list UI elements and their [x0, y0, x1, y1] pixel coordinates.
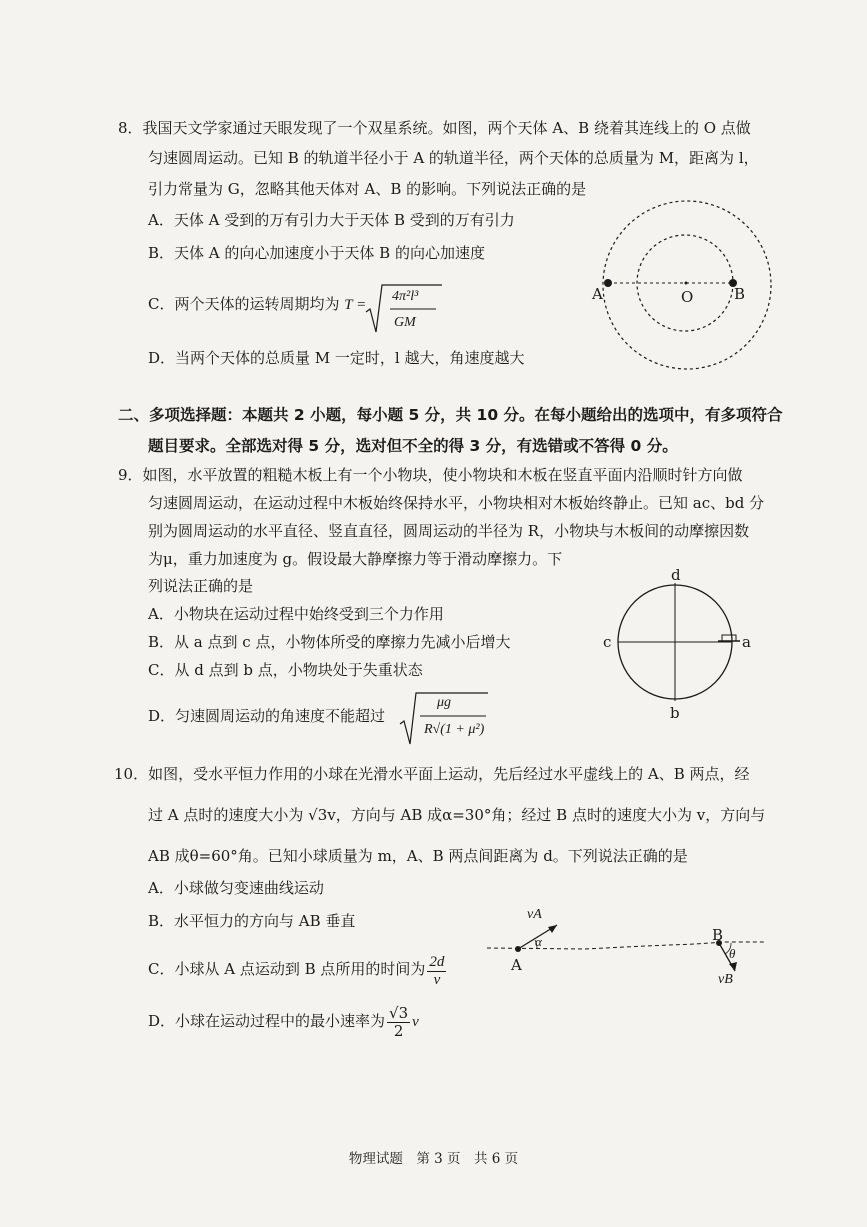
- q10-option-c-text: C．小球从 A 点运动到 B 点所用的时间为: [148, 960, 426, 978]
- q10-option-d: [148, 1005, 419, 1040]
- q9-formula-denominator: R√(1 + μ²): [424, 722, 485, 737]
- page-footer: 物理试题 第 3 页 共 6 页: [348, 1151, 519, 1167]
- q9-line1: 9．如图，水平放置的粗糙木板上有一个小物块，使小物块和木板在竖直平面内沿顺时针方向做: [118, 466, 743, 484]
- q10-line3: AB 成θ=60°角。已知小球质量为 m，A、B 两点间距离为 d。下列说法正确的是: [148, 847, 688, 865]
- q8-line3: 引力常量为 G，忽略其他天体对 A、B 的影响。下列说法正确的是: [148, 180, 587, 198]
- q8-option-c-text: C．两个天体的运转周期均为: [148, 295, 340, 313]
- q10-option-c-numerator: 2d: [429, 954, 445, 970]
- q9-label-d: d: [671, 566, 681, 584]
- q9-line5: 列说法正确的是: [148, 577, 254, 595]
- q8-option-b: B．天体 A 的向心加速度小于天体 B 的向心加速度: [148, 244, 485, 262]
- q8-line2: 匀速圆周运动。已知 B 的轨道半径小于 A 的轨道半径，两个天体的总质量为 M，距离为 l，: [148, 149, 759, 167]
- q8-label-b: B: [734, 285, 746, 303]
- q8-label-a: A: [592, 285, 603, 303]
- q8-option-a: A．天体 A 受到的万有引力大于天体 B 受到的万有引力: [148, 211, 515, 229]
- q8-label-o: O: [681, 288, 694, 306]
- q9-label-c: c: [603, 633, 612, 651]
- q9-option-b: B．从 a 点到 c 点，小物体所受的摩擦力先减小后增大: [148, 633, 511, 651]
- q9-formula-numerator: μg: [437, 695, 452, 710]
- q10-label-theta: θ: [729, 946, 736, 961]
- q10-line2: 过 A 点时的速度大小为 √3v，方向与 AB 成α=30°角；经过 B 点时的速度大小为 v，方向与: [148, 806, 766, 824]
- q9-line4: 为μ，重力加速度为 g。假设最大静摩擦力等于滑动摩擦力。下: [148, 550, 563, 568]
- q8-option-c: [148, 294, 366, 315]
- q10-option-c-denominator: v: [433, 972, 441, 988]
- q10-option-a: A．小球做匀变速曲线运动: [148, 879, 324, 897]
- q9-option-d: D．匀速圆周运动的角速度不能超过: [148, 707, 386, 725]
- q10-option-d-text: D．小球在运动过程中的最小速率为: [148, 1012, 386, 1030]
- section2-heading-line2: 题目要求。全部选对得 5 分，选对但不全的得 3 分，有选错或不答得 0 分。: [148, 437, 678, 455]
- q10-label-vb: vB: [718, 972, 733, 987]
- section2-heading-line1: 二、多项选择题：本题共 2 小题，每小题 5 分，共 10 分。在每小题给出的选项中，有多项符合: [118, 406, 783, 424]
- q8-formula-numerator: 4π²l³: [392, 289, 419, 304]
- body-a-dot: [604, 279, 612, 287]
- center-o-dot: [685, 282, 688, 285]
- q10-label-alpha: α: [535, 934, 542, 949]
- q9-line2: 匀速圆周运动，在运动过程中木板始终保持水平，小物块相对木板始终静止。已知 ac、bd 分: [148, 494, 765, 512]
- q9-label-b: b: [670, 704, 680, 722]
- q8-line1: 8．我国天文学家通过天眼发现了一个双星系统。如图，两个天体 A、B 绕着其连线上的 O 点做: [118, 119, 751, 137]
- q10-label-a: A: [511, 956, 522, 974]
- q9-label-a: a: [742, 633, 751, 651]
- q10-option-d-tail: v: [412, 1014, 419, 1030]
- q8-option-c-symbol: T =: [344, 297, 367, 313]
- q9-line3: 别为圆周运动的水平直径、竖直直径，圆周运动的半径为 R，小物块与木板间的动摩擦因数: [148, 522, 750, 540]
- q10-option-b: B．水平恒力的方向与 AB 垂直: [148, 912, 356, 930]
- q10-option-d-numerator: √3: [389, 1004, 409, 1022]
- q10-label-va: vA: [527, 907, 542, 922]
- q10-line1: 10．如图，受水平恒力作用的小球在光滑水平面上运动，先后经过水平虚线上的 A、B 两点，经: [114, 765, 750, 783]
- q9-option-a: A．小物块在运动过程中始终受到三个力作用: [148, 605, 444, 623]
- q10-option-c: [148, 954, 448, 989]
- q8-formula-denominator: GM: [394, 315, 416, 330]
- q9-option-c: C．从 d 点到 b 点，小物块处于失重状态: [148, 661, 423, 679]
- q10-option-d-denominator: 2: [393, 1022, 404, 1040]
- q8-option-d: D．当两个天体的总质量 M 一定时，l 越大，角速度越大: [148, 349, 525, 367]
- q9-circle-diagram: [610, 575, 755, 715]
- q10-label-b: B: [712, 926, 724, 944]
- block-on-board: [722, 635, 736, 641]
